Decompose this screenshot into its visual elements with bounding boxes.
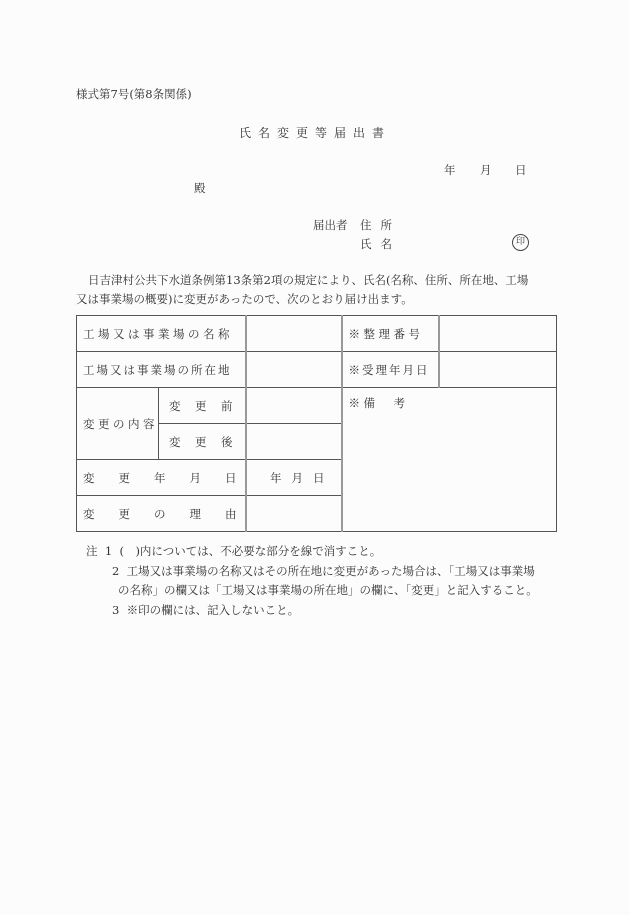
date-year-label: 年 [444, 163, 456, 177]
change-date-char: 年 [154, 470, 166, 485]
date-month-label: 月 [480, 163, 492, 177]
date-day-label: 日 [515, 163, 527, 177]
note-number: 1 [104, 544, 113, 558]
note-text: ( )内については、不必要な部分を線で消すこと。 [119, 544, 382, 558]
note-text: ※印の欄には、記入しないこと。 [126, 602, 300, 617]
change-reason-char: 更 [118, 506, 130, 521]
note-3 [86, 601, 538, 621]
before-field[interactable] [246, 388, 342, 424]
body-line-1: 日吉津村公共下水道条例第13条第2項の規定により、氏名(名称、住所、所在地、工場 [88, 273, 529, 287]
body-paragraph [76, 271, 556, 309]
change-reason-char: 変 [83, 506, 95, 521]
before-label-char: 変 [169, 398, 181, 413]
change-date-char: 更 [118, 470, 130, 485]
receipt-date-field[interactable] [439, 352, 557, 388]
row-facility-name [77, 316, 557, 352]
notes-section [86, 542, 538, 620]
document-title: 氏名変更等届出書 [238, 126, 391, 140]
change-date-char: 日 [225, 470, 237, 485]
notes-prefix: 注 [86, 544, 98, 558]
applicant-label: 届出者 [313, 218, 348, 232]
after-label-char: 更 [195, 434, 207, 449]
change-reason-field[interactable] [246, 496, 342, 532]
facility-name-label: 工場又は事業場の名称 [77, 316, 246, 352]
after-label-char: 後 [221, 434, 233, 449]
change-reason-char: 理 [189, 506, 201, 521]
change-reason-char: 由 [225, 506, 237, 521]
form-table [76, 315, 557, 532]
change-date-char: 月 [189, 470, 201, 485]
remarks-label: ※備 考 [348, 396, 409, 410]
note-number: 3 [112, 602, 120, 617]
note-2-continuation: の名称」の欄又は「工場又は事業場の所在地」の欄に、「変更」と記入すること。 [118, 583, 538, 597]
change-date-char: 変 [83, 470, 95, 485]
form-number: 様式第7号(第8条関係) [76, 87, 192, 101]
name-label: 氏名 [360, 237, 401, 251]
facility-location-label: 工場又は事業場の所在地 [77, 352, 246, 388]
seal-icon: 印 [512, 234, 529, 251]
after-label-cell [159, 424, 246, 460]
addressee-suffix: 殿 [194, 181, 206, 195]
change-reason-char: の [154, 506, 166, 521]
note-1 [86, 542, 538, 562]
ref-number-field[interactable] [439, 316, 557, 352]
body-line-2: 又は事業場の概要)に変更があったので、次のとおり届け出ます。 [76, 292, 413, 306]
address-label: 住所 [360, 218, 401, 232]
ref-number-label: ※整理番号 [342, 316, 439, 352]
remarks-cell[interactable] [342, 388, 557, 532]
note-number: 2 [112, 563, 120, 578]
row-facility-location [77, 352, 557, 388]
note-2 [86, 562, 538, 582]
facility-name-field[interactable] [246, 316, 342, 352]
change-content-label: 変更の内容 [77, 388, 159, 460]
note-text: 工場又は事業場の名称又はその所在地に変更があった場合は、「工場又は事業場 [126, 563, 535, 578]
after-field[interactable] [246, 424, 342, 460]
change-date-field[interactable]: 年月日 [246, 460, 342, 496]
after-label-char: 変 [169, 434, 181, 449]
before-label-char: 前 [221, 398, 233, 413]
receipt-date-label: ※受理年月日 [342, 352, 439, 388]
row-change-before [77, 388, 557, 424]
facility-location-field[interactable] [246, 352, 342, 388]
change-date-label-cell [77, 460, 246, 496]
before-label-cell [159, 388, 246, 424]
before-label-char: 更 [195, 398, 207, 413]
change-reason-label-cell [77, 496, 246, 532]
